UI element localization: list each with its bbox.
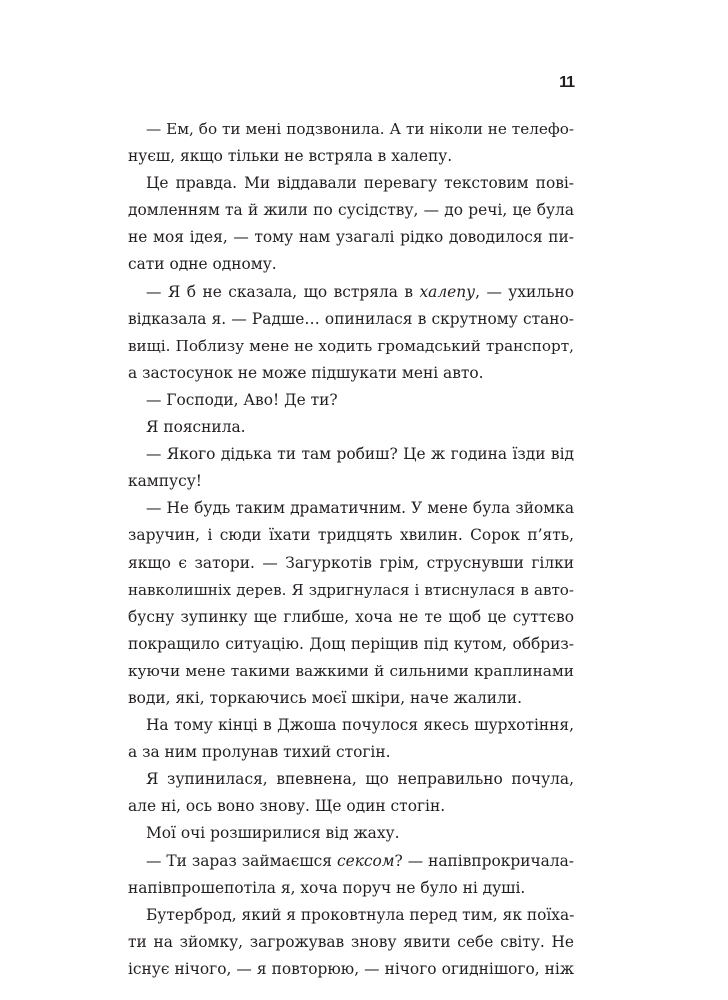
text-segment: — Ти зараз займаєшся (146, 851, 337, 870)
text-line: кампусу! (128, 472, 202, 491)
text-line: домленням та й жили по сусідству, — до речі, це була (128, 201, 574, 220)
text-line: На тому кінці в Джоша почулося якесь шурхотіння, (146, 716, 574, 735)
italic-emphasis: халепу (419, 282, 476, 301)
text-line: Мої очі розширилися від жаху. (146, 824, 400, 843)
text-line: Це правда. Ми віддавали перевагу текстовим пові- (146, 174, 574, 193)
text-line: не моя ідея, — тому нам узагалі рідко доводилося пи- (128, 228, 574, 247)
text-line: — Якого дідька ти там робиш? Це ж година їзди від (146, 445, 574, 464)
text-line: існує нічого, — я повторюю, — нічого огиднішого, ніж (128, 959, 574, 978)
text-segment: — Я б не сказала, що встряла в (146, 282, 420, 301)
text-line: сати одне одному. (128, 255, 277, 274)
text-line: але ні, ось воно знову. Ще один стогін. (128, 797, 446, 816)
text-segment: ? — напівпрокричала- (394, 851, 574, 870)
text-segment: , — ухильно (475, 282, 574, 301)
text-line: Я пояснила. (146, 418, 246, 437)
text-line: а застосунок не може підшукати мені авто. (128, 363, 484, 382)
text-line: якщо є затори. — Загуркотів грім, струснувши гілки (128, 553, 574, 572)
text-line: води, які, торкаючись моєї шкіри, наче жалили. (128, 688, 522, 707)
text-line: а за ним пролунав тихий стогін. (128, 743, 391, 762)
text-line: відказала я. — Радше… опинилася в скрутному стано- (128, 309, 574, 328)
text-line: — Ем, бо ти мені подзвонила. А ти ніколи не телефо- (146, 120, 574, 138)
text-line (128, 279, 574, 306)
page-number: 11 (559, 74, 574, 91)
text-line (128, 848, 574, 875)
text-line: навколишніх дерев. Я здригнулася і втиснулася в авто- (128, 580, 574, 599)
text-line: куючи мене такими важкими й сильними краплинами (128, 661, 574, 680)
text-line: ти на зйомку, загрожував знову явити себе світу. Не (128, 932, 574, 951)
text-line: — Не будь таким драматичним. У мене була зйомка (146, 499, 574, 518)
text-line: вищі. Поблизу мене не ходить громадський транспорт, (128, 336, 574, 355)
text-line: бусну зупинку ще глибше, хоча не те щоб це суттєво (128, 607, 574, 626)
text-line: напівпрошепотіла я, хоча поруч не було ні душі. (128, 878, 526, 897)
text-line: — Господи, Аво! Де ти? (146, 390, 338, 409)
text-line: Я зупинилася, впевнена, що неправильно почула, (146, 770, 574, 789)
text-line: Бутерброд, який я проковтнула перед тим, як поїха- (146, 905, 575, 924)
body-text (128, 116, 574, 983)
text-line: заручин, і сюди їхати тридцять хвилин. Сорок п’ять, (128, 526, 574, 545)
text-line: покращило ситуацію. Дощ періщив під кутом, оббриз- (128, 634, 574, 653)
text-line: нуєш, якщо тільки не встряла в халепу. (128, 147, 453, 166)
italic-emphasis: сексом (336, 851, 395, 870)
